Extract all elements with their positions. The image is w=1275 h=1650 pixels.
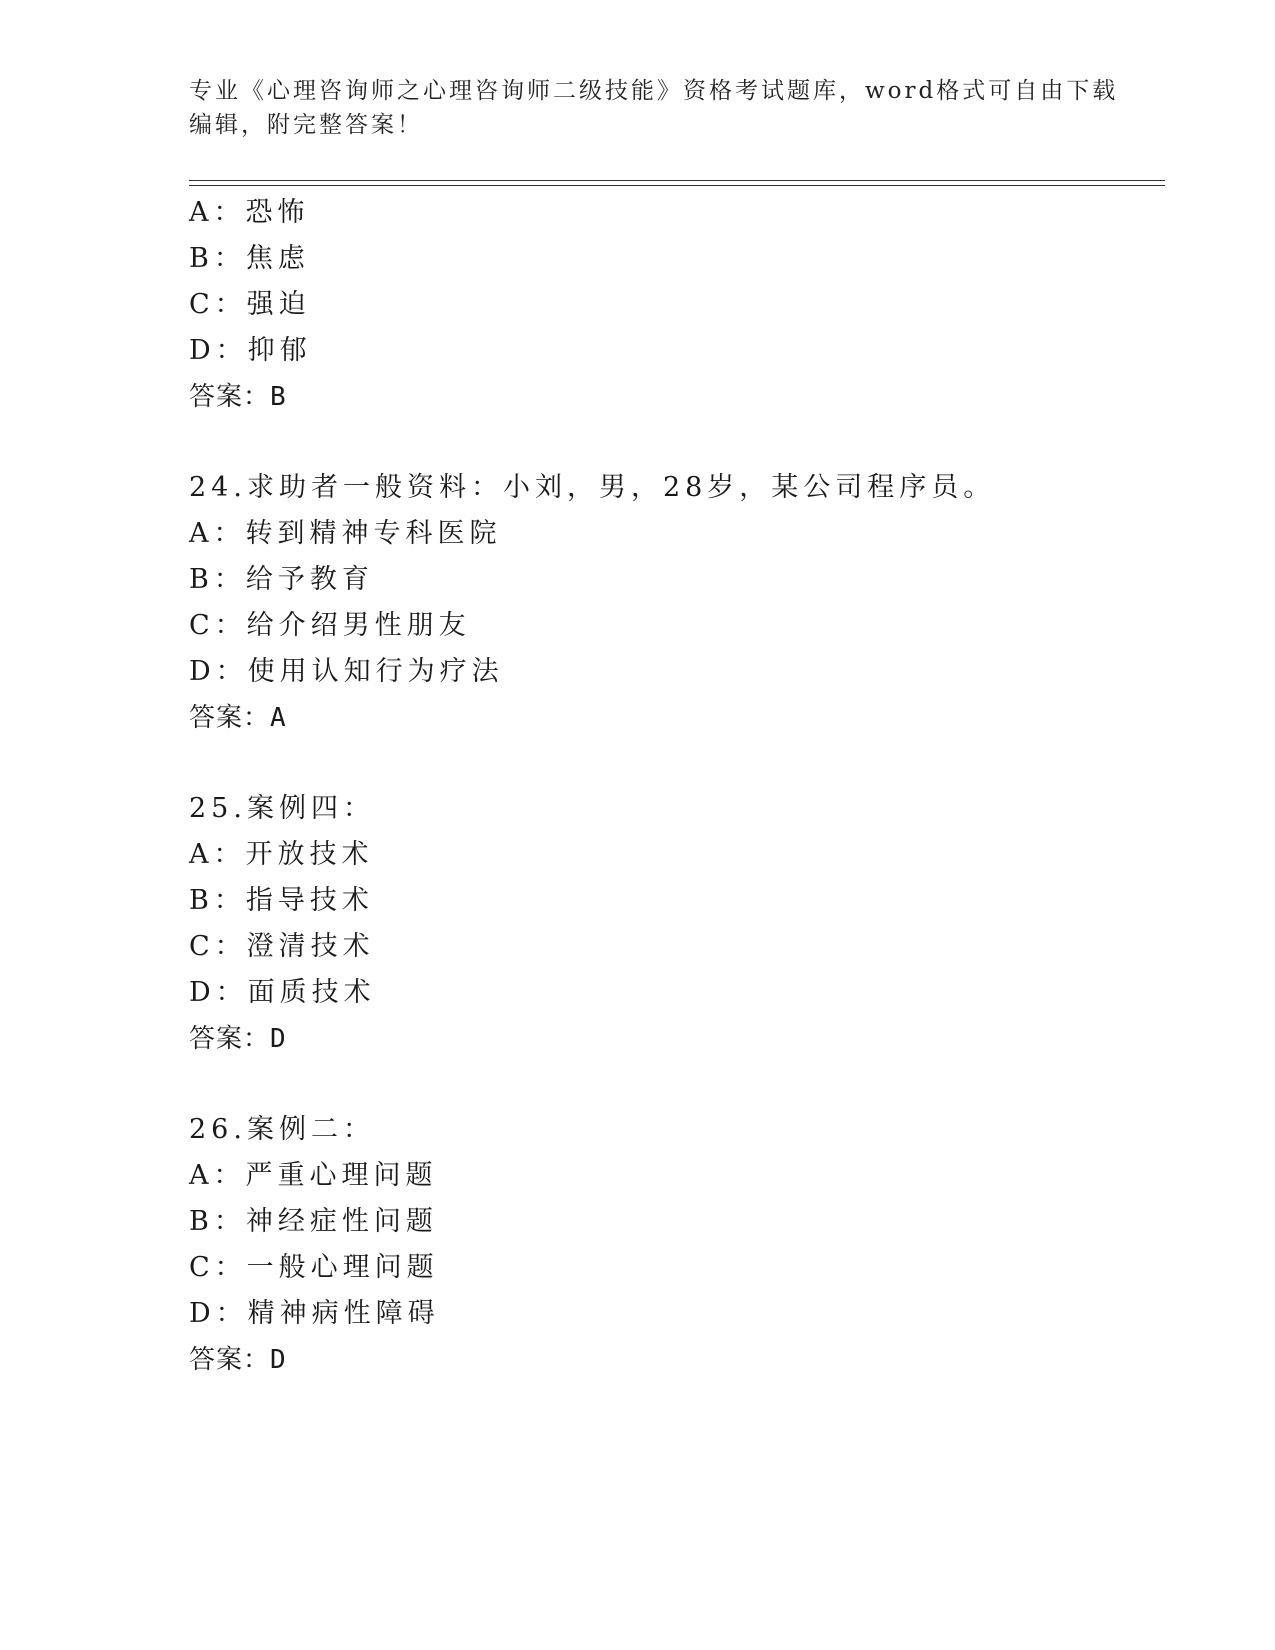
document-header (189, 74, 1119, 142)
spacer (189, 1062, 1149, 1107)
option-d: D：精神病性障碍 (189, 1298, 440, 1329)
question-24 (189, 465, 1149, 741)
option-c: C：给介绍男性朋友 (189, 610, 471, 641)
header-rule-bottom (189, 185, 1165, 186)
option-d: D：抑郁 (189, 335, 312, 366)
question-list (189, 190, 1149, 1383)
option-c: C：强迫 (189, 289, 311, 320)
header-line-2: 编辑，附完整答案！ (189, 112, 423, 138)
question-text: 24.求助者一般资料：小刘，男，28岁，某公司程序员。 (189, 472, 996, 503)
spacer (189, 741, 1149, 786)
spacer (189, 420, 1149, 465)
option-c: C：一般心理问题 (189, 1252, 439, 1283)
question-text: 26.案例二： (189, 1114, 375, 1145)
option-d: D：使用认知行为疗法 (189, 656, 504, 687)
question-text: 25.案例四： (189, 793, 375, 824)
question-23 (189, 190, 1149, 420)
option-a: A：开放技术 (189, 839, 374, 870)
header-rule-top (189, 180, 1165, 181)
option-b: B：指导技术 (189, 885, 374, 916)
answer: 答案：D (189, 1345, 287, 1375)
answer: 答案：A (189, 703, 287, 733)
question-25 (189, 786, 1149, 1062)
answer: 答案：B (189, 382, 287, 412)
option-c: C：澄清技术 (189, 931, 375, 962)
option-b: B：神经症性问题 (189, 1206, 438, 1237)
option-a: A：恐怖 (189, 197, 310, 228)
answer: 答案：D (189, 1024, 287, 1054)
header-line-1: 专业《心理咨询师之心理咨询师二级技能》资格考试题库，word格式可自由下载 (189, 78, 1119, 104)
option-a: A：严重心理问题 (189, 1160, 438, 1191)
option-a: A：转到精神专科医院 (189, 518, 502, 549)
question-26 (189, 1107, 1149, 1383)
option-b: B：给予教育 (189, 564, 374, 595)
option-b: B：焦虑 (189, 243, 310, 274)
option-d: D：面质技术 (189, 977, 376, 1008)
